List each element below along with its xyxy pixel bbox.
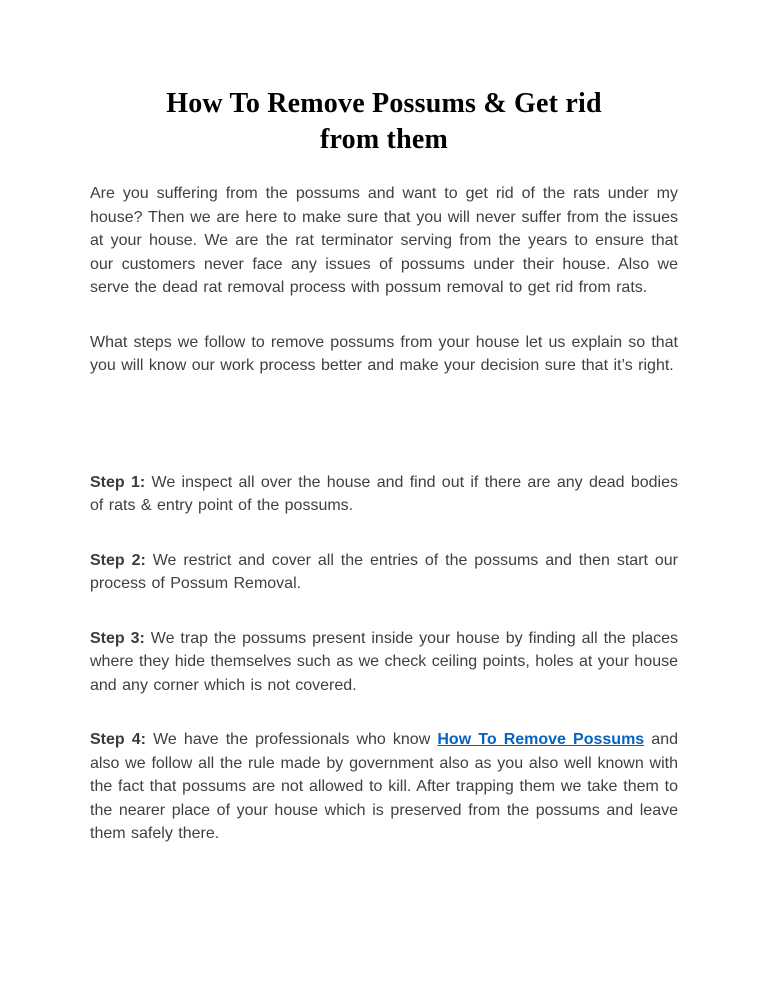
intro-paragraph-2: What steps we follow to remove possums from your house let us explain so that you will know our work process better and make your decision sure that it’s right. xyxy=(90,333,678,374)
page-title-line2: from them xyxy=(319,124,449,155)
step-2-label: Step 2: xyxy=(90,551,146,569)
step-paragraph-1 xyxy=(90,471,678,518)
intro-paragraph-1: Are you suffering from the possums and want to get rid of the rats under my house? Then we are here to make sure that you will never suffer from the issues at your house. We are the rat terminator serving from the years to ensure that our customers never face any issues of possums under their house. Also we serve the dead rat removal process with possum removal to get rid from rats. xyxy=(90,185,678,296)
step-4-label: Step 4: xyxy=(90,731,146,748)
step-paragraph-3 xyxy=(90,627,678,698)
step-3-label: Step 3: xyxy=(90,629,145,647)
step-4-text-after-link: and also we follow all the rule made by government also as you also well known with the fact that possums are not allowed to kill. After trapping them we take them to the nearer place of your house which is preserved from the possums and leave them safely there. xyxy=(90,731,678,842)
how-to-remove-possums-link[interactable]: How To Remove Possums xyxy=(437,731,645,748)
page-title-line1: How To Remove Possums & Get rid xyxy=(166,88,602,119)
step-4-text-before-link: We have the professionals who know xyxy=(153,731,431,748)
step-1-text: We inspect all over the house and find out if there are any dead bodies of rats & entry point of the possums. xyxy=(90,473,678,514)
step-2-text: We restrict and cover all the entries of the possums and then start our process of Possum Removal. xyxy=(90,551,679,592)
section-gap xyxy=(90,409,678,471)
step-3-text: We trap the possums present inside your house by finding all the places where they hide themselves such as we check ceiling points, holes at your house and any corner which is not covered. xyxy=(90,629,679,694)
step-paragraph-4 xyxy=(90,728,678,846)
page-title xyxy=(90,86,678,158)
step-1-label: Step 1: xyxy=(90,473,146,491)
step-paragraph-2 xyxy=(90,549,678,596)
